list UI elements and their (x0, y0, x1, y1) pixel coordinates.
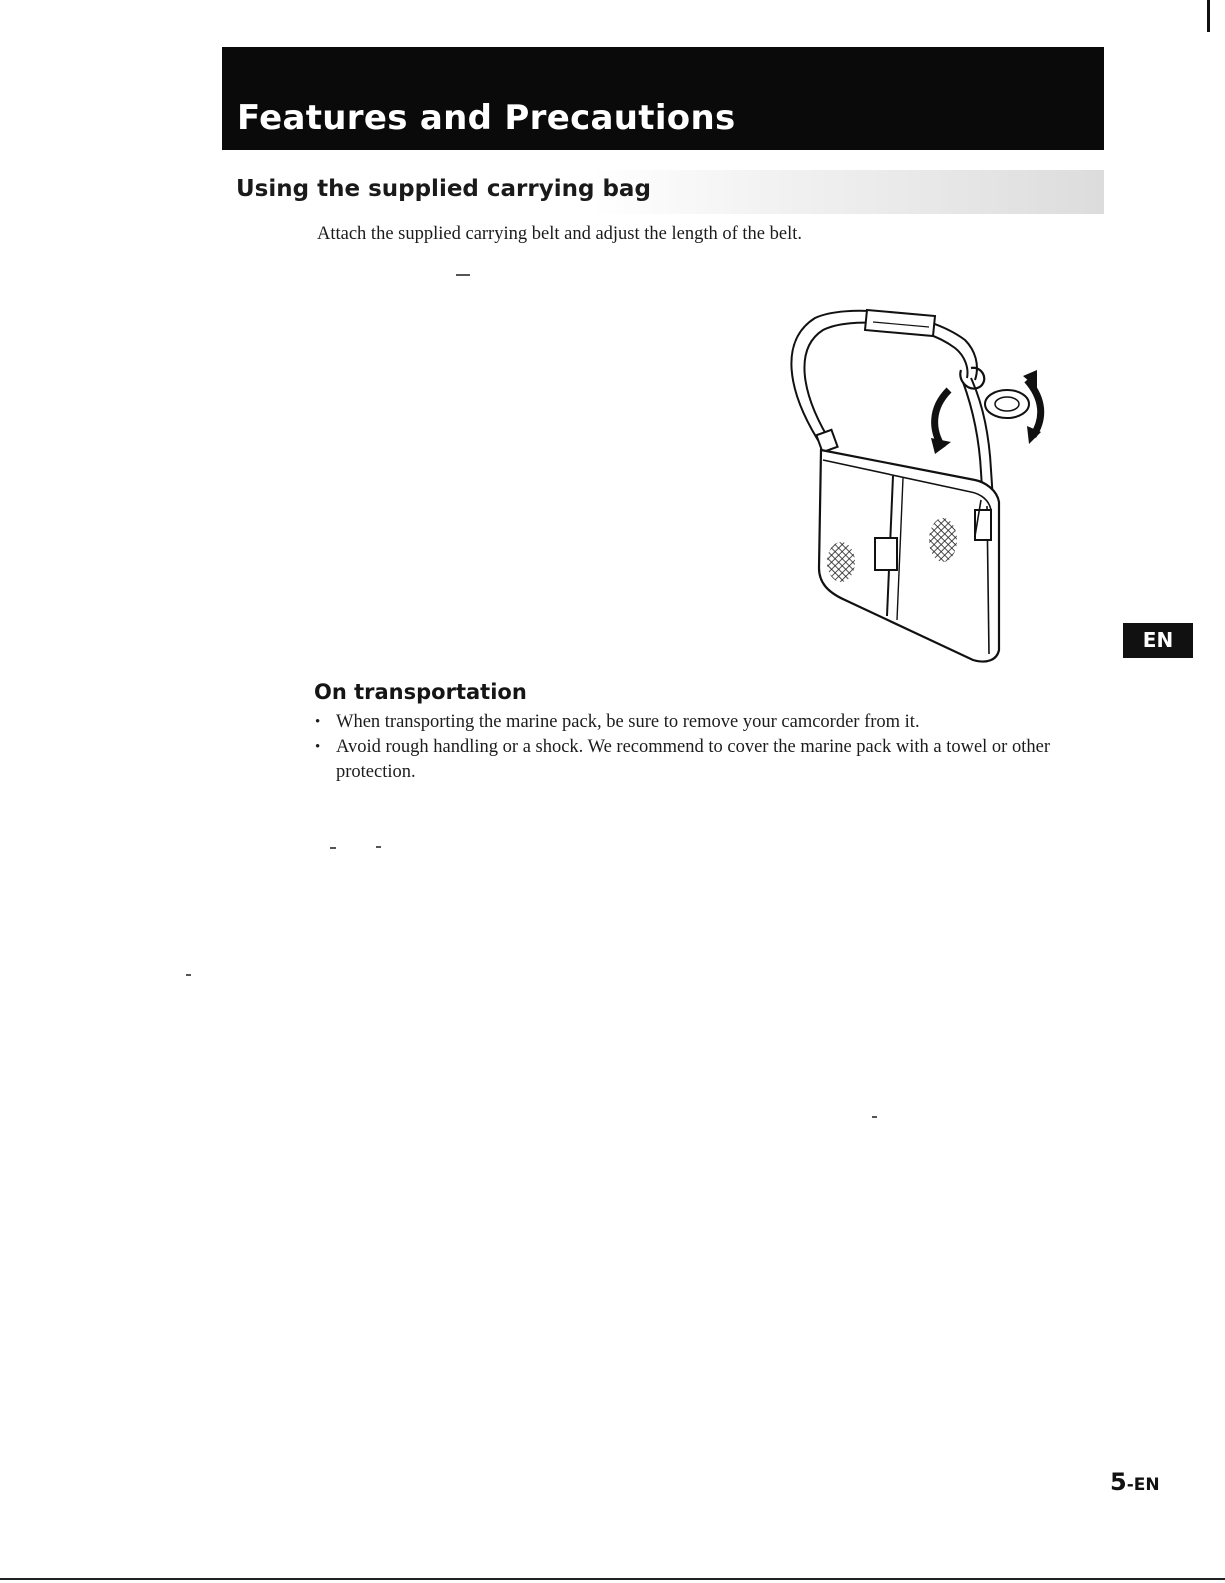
page-title: Features and Precautions (237, 98, 736, 138)
scan-speck (186, 974, 191, 976)
transportation-heading: On transportation (314, 680, 527, 704)
list-item (314, 710, 1094, 735)
scan-speck (456, 274, 470, 276)
bullet-icon: • (315, 714, 321, 730)
scan-edge-line (0, 1578, 1225, 1580)
carrying-bag-icon (775, 300, 1065, 670)
language-tab-label: EN (1142, 628, 1174, 652)
bullet-icon: • (315, 739, 321, 755)
list-item-text: When transporting the marine pack, be sure to remove your camcorder from it. (336, 712, 920, 732)
list-item-text: Avoid rough handling or a shock. We recommend to cover the marine pack with a towel or other protection. (336, 737, 1050, 782)
scan-speck (872, 1116, 877, 1118)
title-banner (222, 47, 1104, 150)
scan-speck (330, 847, 336, 849)
page-number-value: 5 (1110, 1468, 1127, 1496)
page-number-suffix: -EN (1126, 1475, 1160, 1495)
scan-speck (376, 846, 381, 848)
transportation-list (314, 710, 1094, 785)
section-title: Using the supplied carrying bag (236, 176, 651, 202)
intro-paragraph: Attach the supplied carrying belt and adjust the length of the belt. (317, 224, 802, 244)
carrying-bag-illustration (775, 300, 1065, 670)
list-item (314, 735, 1094, 785)
section-heading-bar (222, 170, 1104, 214)
page-number (1110, 1468, 1160, 1496)
scan-edge-mark (1207, 0, 1210, 32)
language-tab (1123, 623, 1193, 658)
